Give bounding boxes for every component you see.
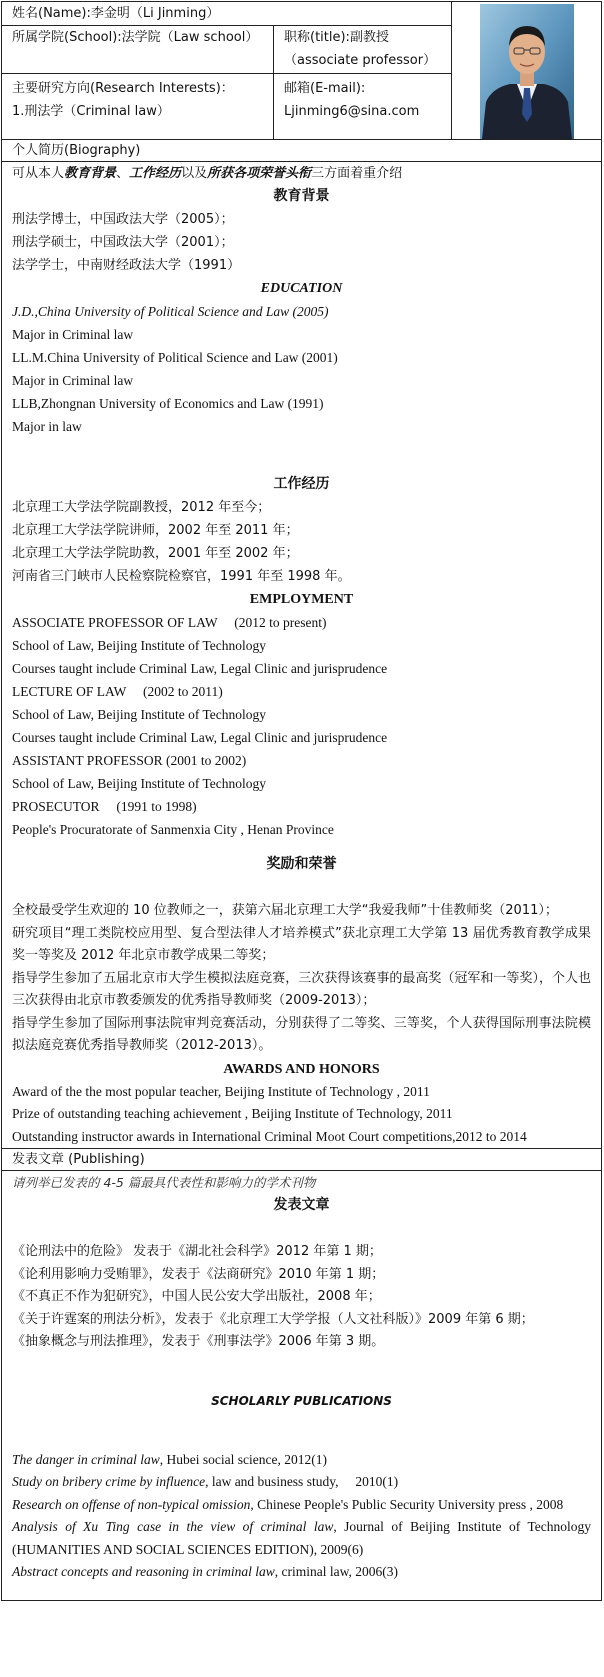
employment-en-line: School of Law, Beijing Institute of Technology xyxy=(12,776,267,791)
education-en-list xyxy=(12,300,591,438)
bio-note-emphasis: 所获各项荣誉头衔 xyxy=(207,166,312,181)
awards-en-list xyxy=(12,1081,591,1149)
publication-source: , Journal of Beijing Institute of Technology (HUMANITIES AND SOCIAL SCIENCES EDITION), 2009(6) xyxy=(12,1519,592,1557)
title-field: 职称(title):副教授 xyxy=(284,30,389,46)
spacer xyxy=(12,841,591,853)
profile-table xyxy=(1,1,602,1601)
education-cn-line: 刑法学博士，中国政法大学（2005）； xyxy=(12,212,234,227)
bio-note-text: 三方面着重介绍 xyxy=(311,166,403,181)
school-field: 所属学院(School):法学院（Law school） xyxy=(12,30,259,46)
publication-en-item xyxy=(12,1449,591,1472)
education-cn-line: 刑法学硕士，中国政法大学（2001）； xyxy=(12,235,234,250)
bio-note-text: 、 xyxy=(116,166,130,181)
publication-en-item xyxy=(12,1516,591,1561)
publications-en-list xyxy=(12,1449,591,1584)
email-label: 邮箱(E-mail): xyxy=(284,80,366,96)
employment-cn-heading: 工作经历 xyxy=(273,476,330,492)
research-cell xyxy=(2,73,274,140)
degree-text: J.D.,China University of Political Science and Law (2005) xyxy=(12,304,329,319)
publishing-label: 发表文章 (Publishing) xyxy=(12,1152,145,1167)
education-en-line: LL.M.China University of Political Science and Law (2001) xyxy=(12,350,338,365)
publication-cn-item: 《不真正不作为犯研究》，中国人民公安大学出版社，2008 年； xyxy=(12,1289,381,1304)
bio-note-text: 以及 xyxy=(181,166,208,181)
employment-en-line: PROSECUTOR (1991 to 1998) xyxy=(12,799,197,814)
education-en-heading: EDUCATION xyxy=(260,281,343,296)
publication-source: , Chinese People's Public Security University press , 2008 xyxy=(250,1496,564,1512)
biography-cell xyxy=(2,162,602,1149)
awards-cn-heading: 奖励和荣誉 xyxy=(266,856,337,872)
awards-en-item: Outstanding instructor awards in International Criminal Moot Court competitions,2012 to 2014 xyxy=(12,1128,527,1144)
employment-cn-line: 河南省三门峡市人民检察院检察官，1991 年至 1998 年。 xyxy=(12,569,351,584)
spacer xyxy=(12,1354,591,1390)
awards-cn-item: 指导学生参加了五届北京市大学生模拟法庭竞赛，三次获得该赛事的最高奖（冠军和一等奖），个人也三次获得由北京市教委颁发的优秀指导教师奖（2009-2013）； xyxy=(12,970,592,1008)
publication-title: Research on offense of non-typical omission xyxy=(12,1496,251,1512)
publication-title: Abstract concepts and reasoning in criminal law xyxy=(12,1564,275,1579)
spacer xyxy=(12,438,591,473)
publication-cn-item: 《抽象概念与刑法推理》，发表于《刑事法学》2006 年第 3 期。 xyxy=(12,1334,385,1349)
publication-source: , law and business study, 2010(1) xyxy=(205,1474,399,1489)
biography-label: 个人简历(Biography) xyxy=(12,143,141,158)
publication-title: Analysis of Xu Ting case in the view of criminal law xyxy=(12,1519,334,1534)
email-cell xyxy=(274,73,452,140)
publication-en-item xyxy=(12,1471,591,1494)
awards-en-heading: AWARDS AND HONORS xyxy=(223,1061,380,1077)
awards-cn-list xyxy=(12,900,591,1058)
employment-cn-list xyxy=(12,496,591,588)
education-en-line xyxy=(12,300,591,323)
publication-cn-item: 《关于许霆案的刑法分析》，发表于《北京理工大学学报（人文社科版）》2009 年第 6 期； xyxy=(12,1311,534,1327)
publication-source: , criminal law, 2006(3) xyxy=(274,1564,398,1579)
spacer xyxy=(12,876,591,900)
awards-cn-item: 全校最受学生欢迎的 10 位教师之一，获第六届北京理工大学“我爱我师”十佳教师奖（2011）； xyxy=(12,903,558,918)
education-cn-heading: 教育背景 xyxy=(273,188,330,204)
education-cn-line: 法学学士，中南财经政法大学（1991） xyxy=(12,258,241,273)
publication-title: Study on bribery crime by influence xyxy=(12,1474,206,1489)
employment-en-line: School of Law, Beijing Institute of Technology xyxy=(12,638,267,653)
employment-cn-line: 北京理工大学法学院副教授，2012 年至今； xyxy=(12,500,271,515)
photo-cell xyxy=(452,2,602,140)
employment-cn-line: 北京理工大学法学院助教，2001 年至 2002 年； xyxy=(12,546,299,561)
publication-cn-item: 《论刑法中的危险》 发表于《湖北社会科学》2012 年第 1 期； xyxy=(12,1244,382,1259)
publications-cn-heading: 发表文章 xyxy=(273,1197,330,1213)
awards-cn-item: 指导学生参加了国际刑事法院审判竞赛活动，分别获得了二等奖、三等奖，个人获得国际刑事法院模拟法庭竞赛优秀指导教师奖（2012-2013）。 xyxy=(12,1015,592,1053)
awards-cn-item: 研究项目“理工类院校应用型、复合型法律人才培养模式”获北京理工大学第 13 届优秀教育教学成果奖一等奖及 2012 年北京市教学成果二等奖； xyxy=(12,925,592,963)
education-en-line: Major in Criminal law xyxy=(12,327,134,342)
spacer xyxy=(12,1413,591,1449)
publications-cn-list xyxy=(12,1241,591,1354)
biography-note xyxy=(12,162,591,185)
awards-en-item: Award of the the most popular teacher, Beijing Institute of Technology , 2011 xyxy=(12,1083,430,1099)
publication-en-item xyxy=(12,1561,591,1584)
employment-en-list xyxy=(12,611,591,841)
biography-header-cell xyxy=(2,140,602,162)
employment-en-line: ASSISTANT PROFESSOR (2001 to 2002) xyxy=(12,753,247,768)
employment-en-line: School of Law, Beijing Institute of Technology xyxy=(12,707,267,722)
publication-source: , Hubei social science, 2012(1) xyxy=(159,1451,327,1467)
publishing-note: 请列举已发表的 4-5 篇最具代表性和影响力的学术刊物 xyxy=(12,1175,316,1190)
name-cell xyxy=(2,2,452,26)
education-cn-list xyxy=(12,208,591,277)
spacer xyxy=(12,1584,591,1600)
employment-en-heading: EMPLOYMENT xyxy=(249,592,354,607)
employment-en-line: Courses taught include Criminal Law, Legal Clinic and jurisprudence xyxy=(12,730,388,745)
publishing-header-cell xyxy=(2,1149,602,1171)
spacer xyxy=(12,1217,591,1241)
education-en-line: Major in Criminal law xyxy=(12,373,134,388)
awards-en-item: Prize of outstanding teaching achievement , Beijing Institute of Technology, 2011 xyxy=(12,1106,453,1121)
portrait-photo xyxy=(480,4,574,139)
publication-en-item xyxy=(12,1494,591,1517)
publications-en-heading: SCHOLARLY PUBLICATIONS xyxy=(211,1393,392,1408)
bio-note-emphasis: 教育背景 xyxy=(64,166,117,181)
research-label: 主要研究方向(Research Interests)： xyxy=(12,80,234,96)
email-value: Ljinming6@sina.com xyxy=(284,103,420,119)
bio-note-text: 可从本人 xyxy=(12,166,65,181)
employment-en-line: Courses taught include Criminal Law, Legal Clinic and jurisprudence xyxy=(12,661,388,676)
research-item: 1.刑法学（Criminal law） xyxy=(12,103,170,119)
employment-cn-line: 北京理工大学法学院讲师，2002 年至 2011 年； xyxy=(12,523,299,538)
education-en-line: LLB,Zhongnan University of Economics and Law (1991) xyxy=(12,396,324,411)
education-en-line: Major in law xyxy=(12,419,82,434)
name-field: 姓名(Name):李金明（Li Jinming） xyxy=(12,6,220,21)
publishing-cell xyxy=(2,1171,602,1601)
employment-en-line: People's Procuratorate of Sanmenxia City , Henan Province xyxy=(12,822,334,837)
publication-title: The danger in criminal law xyxy=(12,1451,160,1467)
title-field-en: （associate professor） xyxy=(284,53,437,69)
publication-cn-item: 《论利用影响力受贿罪》，发表于《法商研究》2010 年第 1 期； xyxy=(12,1266,385,1282)
bio-note-emphasis: 工作经历 xyxy=(129,166,182,181)
school-cell xyxy=(2,26,274,73)
employment-en-line: LECTURE OF LAW (2002 to 2011) xyxy=(12,684,223,699)
employment-en-line: ASSOCIATE PROFESSOR OF LAW (2012 to present) xyxy=(12,615,327,630)
title-cell xyxy=(274,26,452,73)
